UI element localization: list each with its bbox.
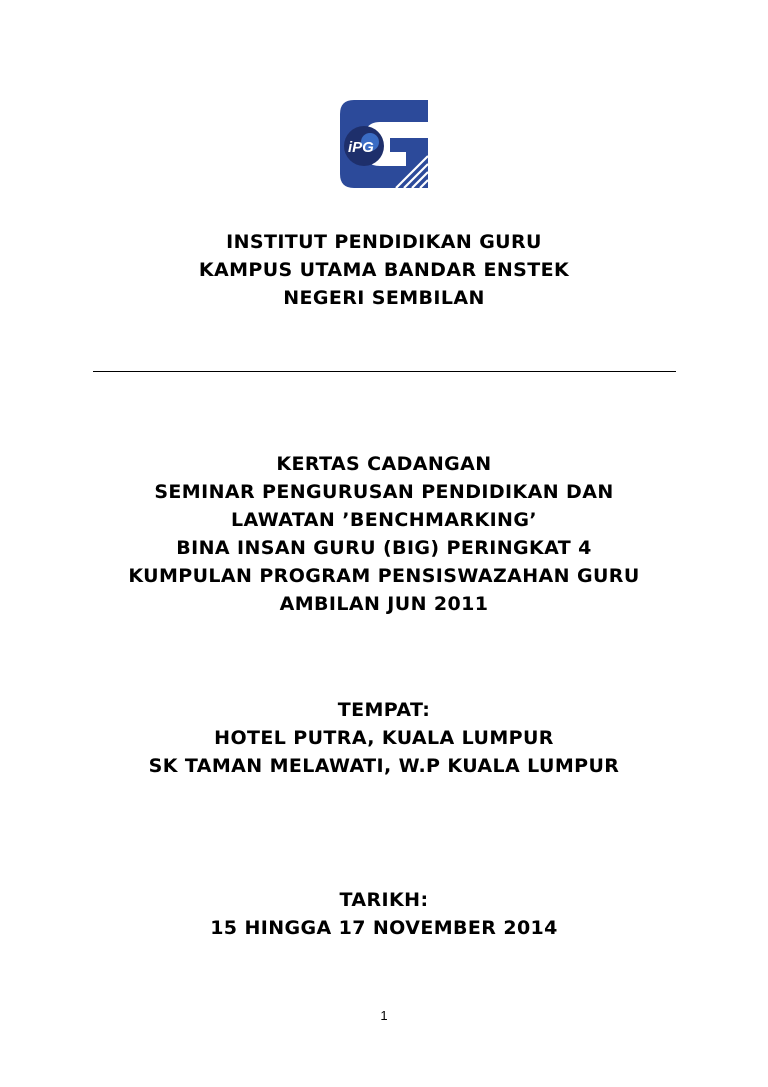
venue-line: SK TAMAN MELAWATI, W.P KUALA LUMPUR xyxy=(148,755,620,777)
page-number: 1 xyxy=(380,1008,388,1023)
date-section xyxy=(0,886,768,942)
proposal-line: BINA INSAN GURU (BIG) PERINGKAT 4 xyxy=(176,537,592,559)
venue-line: HOTEL PUTRA, KUALA LUMPUR xyxy=(214,727,554,749)
proposal-line: LAWATAN ’BENCHMARKING’ xyxy=(231,509,537,531)
institute-line: INSTITUT PENDIDIKAN GURU xyxy=(226,231,542,253)
ipg-logo xyxy=(340,100,428,188)
date-value: 15 HINGGA 17 NOVEMBER 2014 xyxy=(210,917,558,939)
logo-text: iPG xyxy=(348,139,374,156)
horizontal-divider xyxy=(93,371,676,372)
institute-line: NEGERI SEMBILAN xyxy=(283,287,485,309)
proposal-line: KUMPULAN PROGRAM PENSISWAZAHAN GURU xyxy=(128,565,640,587)
proposal-line: AMBILAN JUN 2011 xyxy=(279,593,489,615)
institute-line: KAMPUS UTAMA BANDAR ENSTEK xyxy=(198,259,570,281)
venue-label: TEMPAT: xyxy=(337,699,431,721)
venue-section xyxy=(0,696,768,780)
proposal-title xyxy=(0,450,768,618)
proposal-line: KERTAS CADANGAN xyxy=(276,453,492,475)
institute-heading xyxy=(0,228,768,312)
proposal-line: SEMINAR PENGURUSAN PENDIDIKAN DAN xyxy=(154,481,614,503)
date-label: TARIKH: xyxy=(339,889,429,911)
